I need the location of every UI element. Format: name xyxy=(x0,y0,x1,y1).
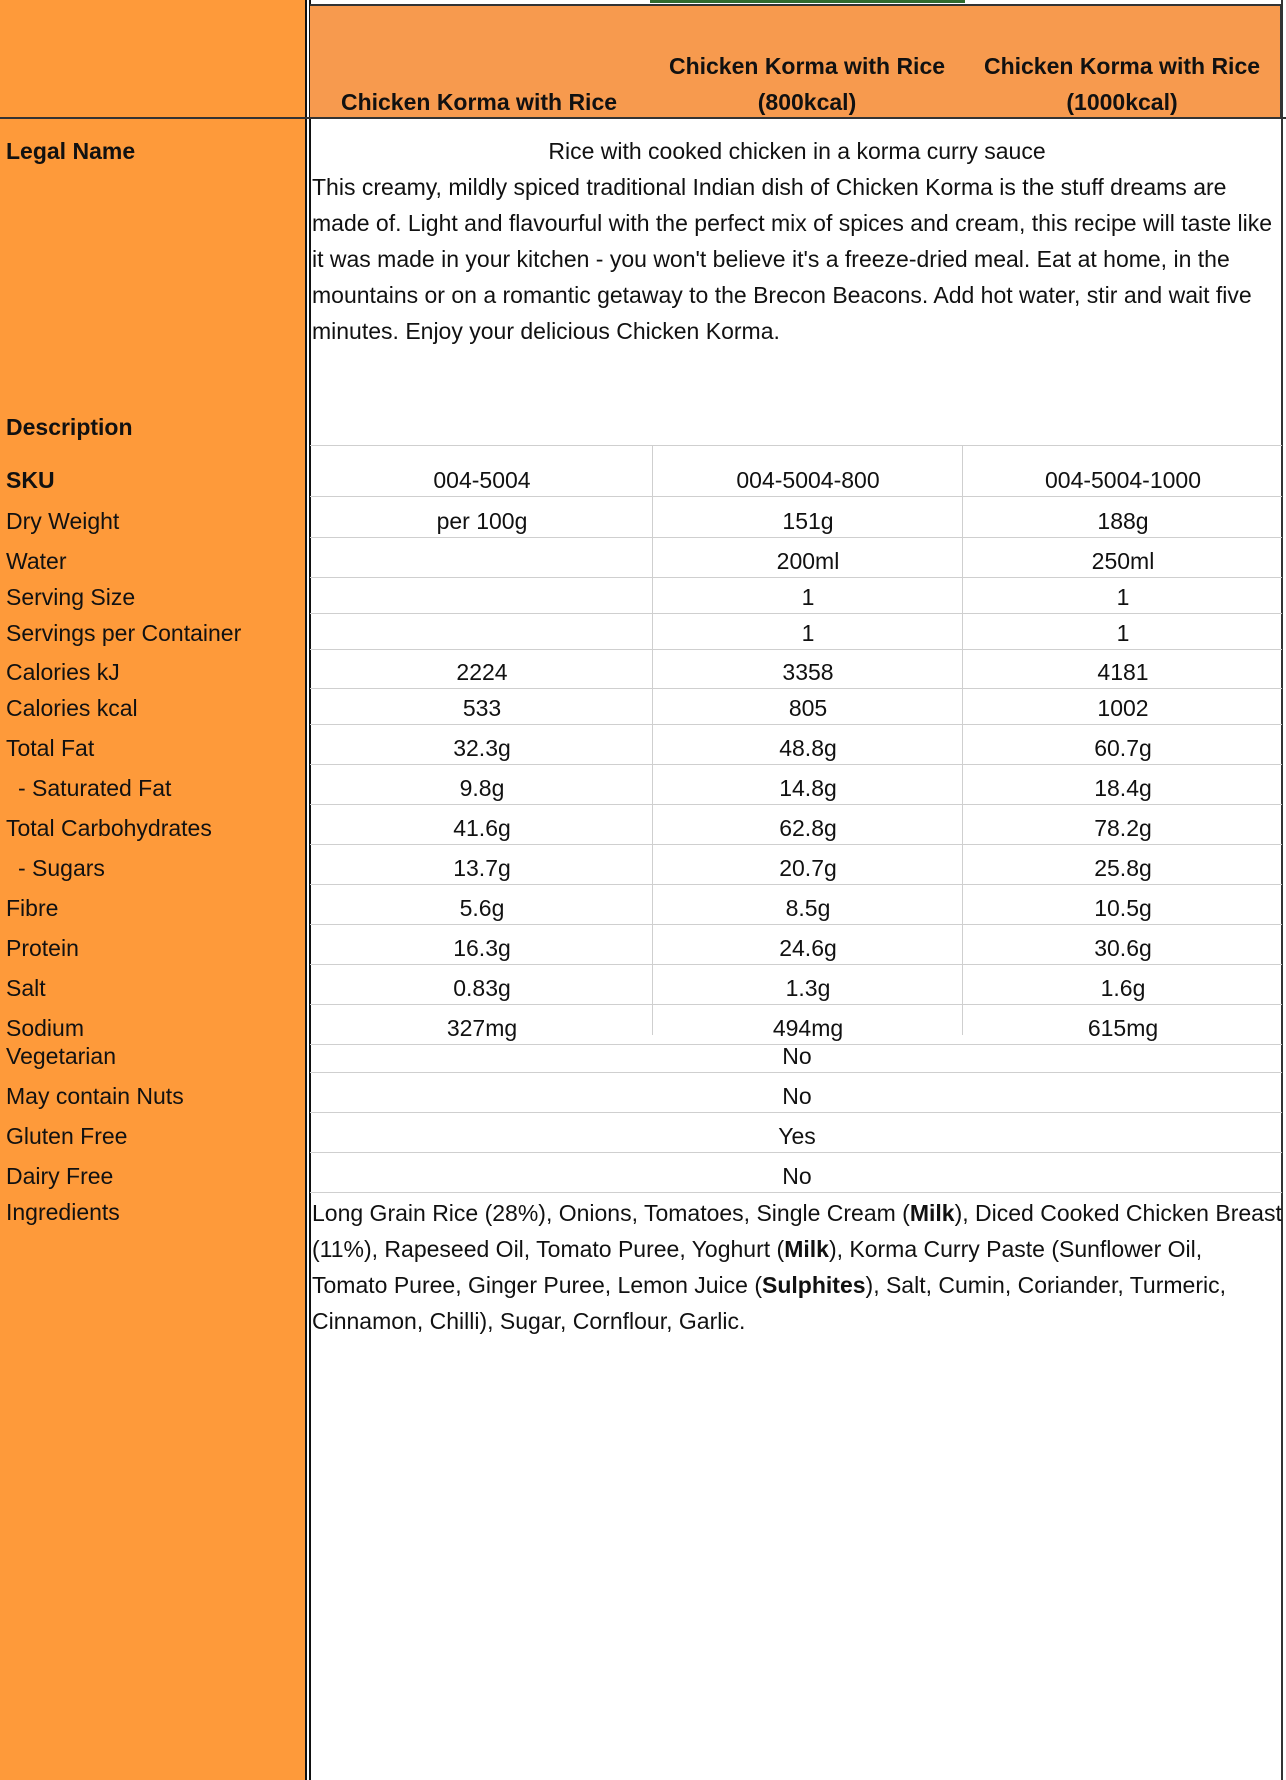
table-cell: 200ml xyxy=(776,548,840,574)
table-cell: 615mg xyxy=(1087,1015,1159,1041)
label-fibre: Fibre xyxy=(6,895,59,921)
label-nuts: May contain Nuts xyxy=(6,1083,184,1109)
row-rule xyxy=(310,1152,1282,1153)
table-cell: 004-5004-1000 xyxy=(1044,467,1202,493)
table-cell: 41.6g xyxy=(453,815,511,841)
table-cell: 1.6g xyxy=(1100,975,1146,1001)
label-servings-per-container: Servings per Container xyxy=(6,620,242,646)
header-col1: Chicken Korma with Rice xyxy=(340,89,618,115)
table-cell: 1 xyxy=(1116,584,1130,610)
table-cell: 30.6g xyxy=(1094,935,1152,961)
nuts-value: No xyxy=(782,1083,812,1109)
label-protein: Protein xyxy=(6,935,79,961)
label-dairy-free: Dairy Free xyxy=(6,1163,114,1189)
label-gluten-free: Gluten Free xyxy=(6,1123,128,1149)
table-cell: 62.8g xyxy=(779,815,837,841)
selection-mark xyxy=(650,0,965,3)
vegetarian-value: No xyxy=(782,1043,812,1069)
label-description: Description xyxy=(6,414,133,440)
dairy-free-value: No xyxy=(782,1163,812,1189)
description-text: This creamy, mildly spiced traditional Indian dish of Chicken Korma is the stuff dreams are made of. Light and flavourful with the perfect mix of spices and cream, this recipe will taste like it was made in your kitchen - you won't believe it's a freeze-dried meal. Eat at home, in the mountains or on a romantic getaway to the Brecon Beacons. Add hot water, stir and wait five minutes. Enjoy your delicious Chicken Korma. xyxy=(312,174,1273,344)
table-cell: 188g xyxy=(1097,508,1149,534)
label-sugars: - Sugars xyxy=(18,855,105,881)
table-cell: 20.7g xyxy=(779,855,837,881)
table-cell: 32.3g xyxy=(453,735,511,761)
divider-line xyxy=(309,0,311,1780)
table-cell: 9.8g xyxy=(459,775,505,801)
table-cell: 2224 xyxy=(456,659,508,685)
label-vegetarian: Vegetarian xyxy=(6,1043,116,1069)
row-rule xyxy=(310,688,1282,689)
ingredients-text: Long Grain Rice (28%), Onions, Tomatoes, Single Cream (Milk), Diced Cooked Chicken Breast (11%), Rapeseed Oil, Tomato Puree, Yoghurt (Milk), Korma Curry Paste (Sunflower Oil, Tomato Puree, Ginger Puree, Lemon Juice (Sulphites), Salt, Cumin, Coriander, Turmeric, Cinnamon, Chilli), Sugar, Cornflour, Garlic. xyxy=(312,1200,1282,1334)
table-cell: 1 xyxy=(1116,620,1130,646)
header-col3: Chicken Korma with Rice (1000kcal) xyxy=(983,53,1261,115)
table-cell: 18.4g xyxy=(1094,775,1152,801)
table-cell: 4181 xyxy=(1097,659,1149,685)
table-cell: 151g xyxy=(782,508,834,534)
table-cell: 60.7g xyxy=(1094,735,1152,761)
table-cell: 494mg xyxy=(772,1015,844,1041)
table-cell: 48.8g xyxy=(779,735,837,761)
table-cell: 10.5g xyxy=(1094,895,1152,921)
row-rule xyxy=(310,1072,1282,1073)
header-col2: Chicken Korma with Rice (800kcal) xyxy=(668,53,946,115)
row-rule xyxy=(310,764,1282,765)
label-ingredients: Ingredients xyxy=(6,1199,120,1225)
label-column xyxy=(0,0,306,1780)
table-cell: 25.8g xyxy=(1094,855,1152,881)
table-cell: per 100g xyxy=(436,508,528,534)
label-serving-size: Serving Size xyxy=(6,584,136,610)
table-cell: 3358 xyxy=(782,659,834,685)
row-rule xyxy=(310,724,1282,725)
label-salt: Salt xyxy=(6,975,46,1001)
column-rule xyxy=(962,445,963,1035)
label-sku: SKU xyxy=(6,467,55,493)
legal-name-value: Rice with cooked chicken in a korma curry sauce xyxy=(548,138,1046,164)
table-cell: 78.2g xyxy=(1094,815,1152,841)
table-cell: 004-5004-800 xyxy=(736,467,880,493)
row-rule xyxy=(310,1112,1282,1113)
table-cell: 533 xyxy=(462,695,502,721)
row-rule xyxy=(310,1192,1282,1193)
gluten-free-value: Yes xyxy=(778,1123,816,1149)
table-cell: 16.3g xyxy=(453,935,511,961)
row-rule xyxy=(310,924,1282,925)
row-rule xyxy=(310,613,1282,614)
label-total-fat: Total Fat xyxy=(6,735,95,761)
divider-line xyxy=(305,0,307,1780)
table-cell: 13.7g xyxy=(453,855,511,881)
table-cell: 24.6g xyxy=(779,935,837,961)
row-rule xyxy=(310,537,1282,538)
table-cell: 5.6g xyxy=(459,895,505,921)
table-cell: 327mg xyxy=(446,1015,518,1041)
table-cell: 1.3g xyxy=(785,975,831,1001)
label-legal-name: Legal Name xyxy=(6,138,136,164)
table-cell: 1 xyxy=(801,620,815,646)
label-total-carbs: Total Carbohydrates xyxy=(6,815,212,841)
label-sodium: Sodium xyxy=(6,1015,84,1041)
table-cell: 14.8g xyxy=(779,775,837,801)
row-rule xyxy=(310,804,1282,805)
table-cell: 1002 xyxy=(1097,695,1149,721)
row-rule xyxy=(310,884,1282,885)
label-dry-weight: Dry Weight xyxy=(6,508,120,534)
row-rule xyxy=(310,577,1282,578)
table-cell: 250ml xyxy=(1091,548,1155,574)
row-rule xyxy=(310,445,1282,446)
table-cell: 805 xyxy=(788,695,828,721)
table-cell: 1 xyxy=(801,584,815,610)
row-rule xyxy=(310,1004,1282,1005)
column-rule xyxy=(652,445,653,1035)
table-cell: 0.83g xyxy=(453,975,511,1001)
table-cell: 004-5004 xyxy=(433,467,531,493)
row-rule xyxy=(310,964,1282,965)
label-calories-kj: Calories kJ xyxy=(6,659,120,685)
label-saturated-fat: - Saturated Fat xyxy=(18,775,172,801)
label-water: Water xyxy=(6,548,67,574)
row-rule xyxy=(310,649,1282,650)
table-cell: 8.5g xyxy=(785,895,831,921)
row-rule xyxy=(310,844,1282,845)
label-calories-kcal: Calories kcal xyxy=(6,695,138,721)
row-rule xyxy=(310,496,1282,497)
